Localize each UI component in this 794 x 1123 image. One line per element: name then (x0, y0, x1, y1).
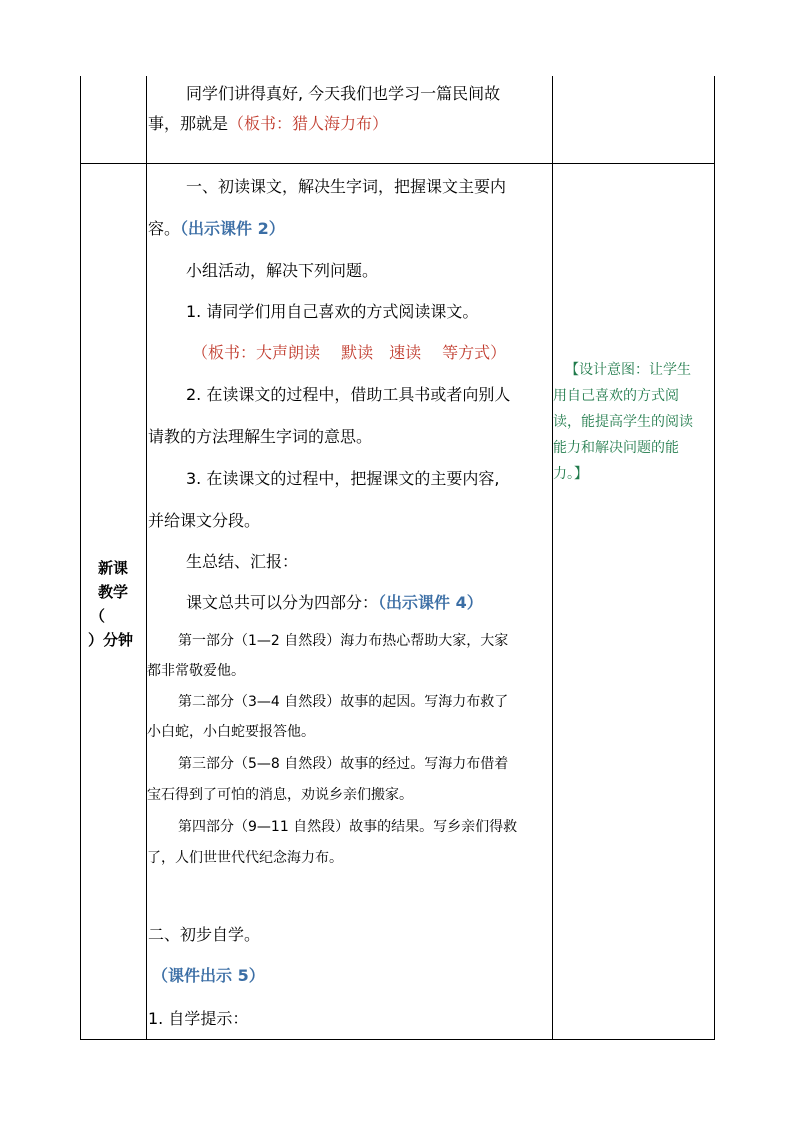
part-3-line-2: 宝石得到了可怕的消息，劝说乡亲们搬家。 (147, 787, 413, 803)
intro-line-2-text: 事，那就是 (148, 114, 229, 133)
design-intent-line-3: 读，能提高学生的阅读 (553, 414, 693, 430)
part-3-line-1: 第三部分（5—8 自然段）故事的经过。写海力布借着 (178, 756, 509, 772)
step-1-heading-end: 容。 (148, 219, 181, 238)
section-label-line-4: ）分钟 (88, 631, 134, 649)
section-label-line-3: （ (90, 607, 106, 625)
group-activity: 小组活动，解决下列问题。 (186, 261, 379, 280)
four-parts-intro (186, 593, 483, 613)
table-row-divider (80, 163, 715, 164)
student-summary: 生总结、汇报： (186, 552, 299, 571)
design-intent (553, 357, 713, 487)
part-2-line-1: 第二部分（3—4 自然段）故事的起因。写海力布救了 (178, 694, 509, 710)
self-study-hint: 1. 自学提示： (148, 1009, 249, 1028)
board-reading-methods: （板书：大声朗读 默读 速读 等方式） (192, 343, 507, 362)
section-label (82, 556, 144, 652)
table-divider-col2 (552, 76, 553, 1040)
table-border-bottom (80, 1039, 715, 1040)
courseware-cue-4: （出示课件 4） (378, 593, 483, 612)
step-1-heading: 一、初读课文，解决生字词，把握课文主要内 (186, 177, 507, 196)
design-intent-line-4: 能力和解决问题的能 (553, 440, 679, 456)
part-2-line-2: 小白蛇，小白蛇要报答他。 (147, 724, 315, 740)
part-4-line-1: 第四部分（9—11 自然段）故事的结果。写乡亲们得救 (178, 819, 518, 835)
courseware-cue-2: （出示课件 2） (180, 219, 285, 238)
step-2-heading: 二、初步自学。 (148, 925, 261, 944)
design-intent-line-2: 用自己喜欢的方式阅 (553, 388, 679, 404)
task-2-line-1: 2. 在读课文的过程中，借助工具书或者向别人 (186, 385, 511, 404)
task-1: 1. 请同学们用自己喜欢的方式阅读课文。 (186, 302, 479, 321)
task-2-line-2: 请教的方法理解生字词的意思。 (148, 427, 373, 446)
section-label-line-1: 新课 (97, 559, 128, 577)
table-divider-col1 (146, 76, 147, 1040)
table-border-left (80, 76, 81, 1040)
task-3-line-2: 并给课文分段。 (148, 511, 261, 530)
task-3-line-1: 3. 在读课文的过程中，把握课文的主要内容, (186, 469, 500, 488)
intro-line-2 (148, 114, 388, 134)
courseware-cue-5: （课件出示 5） (152, 966, 265, 985)
step-1-heading-cont (148, 219, 285, 239)
section-label-line-2: 教学 (97, 583, 128, 601)
design-intent-line-5: 力。】 (553, 466, 588, 482)
part-1-line-1: 第一部分（1—2 自然段）海力布热心帮助大家，大家 (178, 633, 509, 649)
intro-line-1: 同学们讲得真好, 今天我们也学习一篇民间故 (186, 84, 501, 103)
board-title: （板书：猎人海力布） (228, 114, 389, 133)
four-parts-text: 课文总共可以分为四部分： (186, 593, 379, 612)
table-border-right (714, 76, 715, 1040)
design-intent-line-1: 【设计意图：让学生 (565, 362, 691, 378)
part-1-line-2: 都非常敬爱他。 (147, 663, 245, 679)
part-4-line-2: 了，人们世世代代纪念海力布。 (147, 850, 343, 866)
